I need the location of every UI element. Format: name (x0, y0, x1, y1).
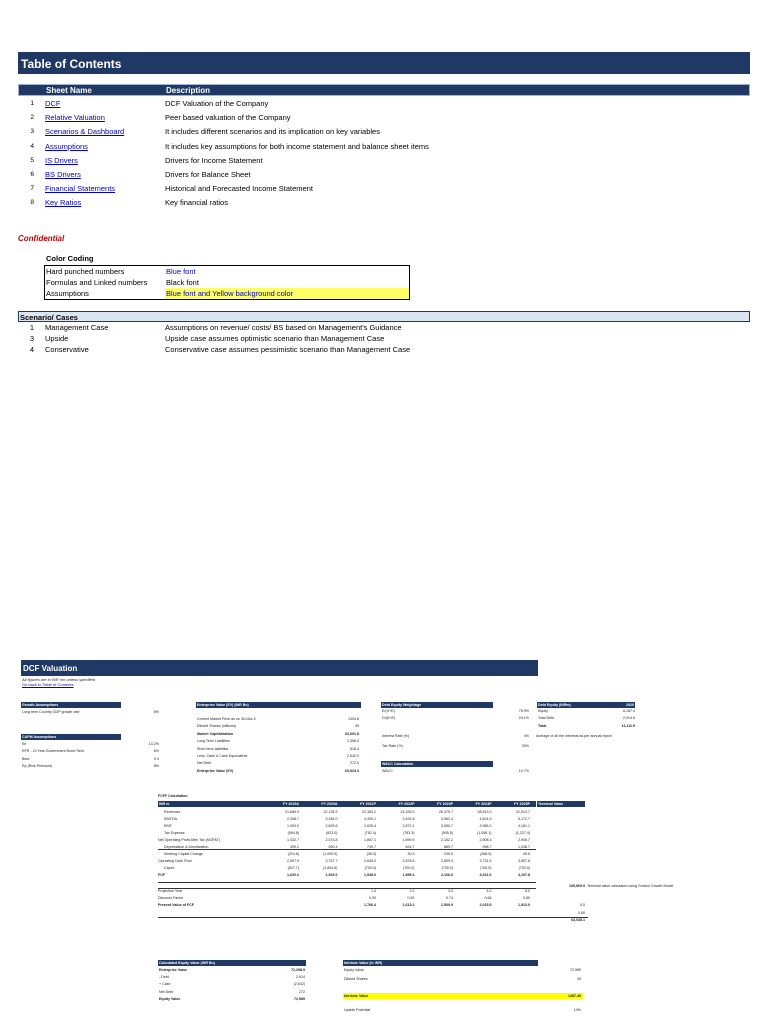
row-label: Ke (22, 742, 27, 746)
fcff-cell: 0.60 (523, 896, 530, 900)
fcff-year: FY 2024P (475, 801, 492, 806)
sheet-description: Peer based valuation of the Company (165, 113, 291, 123)
row-value: 72,989 (294, 996, 305, 1001)
scenario-description: Conservative case assumes pessimistic scenario than Management Case (165, 345, 411, 354)
sheet-link[interactable]: IS Drivers (45, 155, 78, 165)
fcff-cell: 1,945.0 (364, 873, 376, 877)
scenario-name: Upside (45, 334, 69, 343)
row-value: 518.4 (350, 746, 359, 751)
toc-row (18, 155, 750, 167)
fcff-cell: 22,383.2 (362, 810, 376, 814)
color-coding-label: Assumptions (46, 289, 89, 298)
fcff-cell: 3,491.8 (402, 817, 415, 821)
sheet-description: DCF Valuation of the Company (165, 99, 269, 108)
fcff-cell: 24,333.0 (400, 810, 415, 814)
row-label: Net Debt (197, 761, 212, 766)
scenario-row (18, 322, 750, 333)
color-coding-title: Color Coding (46, 254, 94, 263)
back-to-toc-link[interactable]: Go back to Table of Contents (22, 682, 74, 687)
sheet-description: It includes different scenarios and its implication on key variables (165, 127, 380, 137)
fcff-cell: 0.66 (484, 896, 492, 900)
fcff-cell: (762.4) (364, 831, 376, 835)
row-label: Interest Rate (%) (382, 734, 410, 738)
fcff-cell: (594.8) (287, 831, 299, 835)
fcff-cell: 4.0 (486, 889, 492, 893)
toc-row (18, 112, 750, 124)
row-label: Rp (Risk Premium) (22, 764, 53, 769)
fcff-cell: 21,689.9 (285, 810, 299, 814)
row-value: 11,111.9 (621, 723, 635, 728)
equity-value-header: Calculated Equity Value (INR Bn) (158, 960, 306, 966)
toc-row-number: 3 (30, 128, 34, 136)
fcff-cell: 3,757.7 (325, 859, 338, 863)
scenario-description: Upside case assumes optimistic scenario than Management Case (165, 334, 385, 343)
row-label: Upside Potential (344, 1008, 371, 1012)
sheet-link[interactable]: Key Ratios (45, 198, 82, 208)
fcff-row-label: Projection Year (158, 889, 183, 893)
row-label: + Cash (159, 982, 171, 987)
fcff-cell: 2,693.6 (325, 824, 338, 828)
row-value: 63,924.3 (345, 768, 359, 773)
fcff-cell: 2,809.3 (441, 859, 453, 863)
fcff-cell: 31,914.7 (516, 810, 530, 814)
fcff-cell: 2,106.0 (441, 873, 453, 877)
row-label: Diluted Shares (344, 977, 368, 981)
row-label: E/(D+E) (382, 709, 395, 713)
dcf-title: DCF Valuation (21, 660, 538, 676)
fcff-cell: 1,913.9 (518, 903, 530, 907)
toc-row-number: 6 (30, 171, 34, 178)
fcff-cell: 0.82 (407, 896, 415, 900)
fcff-cell: 235.9 (444, 852, 453, 856)
row-label: Tax Rate (%) (382, 744, 403, 748)
row-label: Intrinsic Value (344, 994, 369, 998)
toc-row (18, 98, 750, 110)
toc-row-number: 4 (30, 142, 34, 150)
fcff-cell: 3,031.6 (479, 873, 492, 877)
scenario-row (18, 333, 750, 344)
row-label: Market Capitalisation (197, 731, 234, 736)
scenario-row (18, 344, 750, 355)
row-value: 63,691.8 (345, 731, 359, 736)
fcff-cell: 749.7 (367, 845, 376, 849)
scenario-description: Assumptions on revenue/ costs/ BS based on Management's Guidance (165, 323, 402, 332)
row-label: Equity Value (344, 968, 364, 972)
row-value: 272.5 (350, 761, 359, 766)
toc-row (18, 183, 750, 195)
growth-label: Long term Country GDP growth rate (22, 710, 80, 714)
fcff-year: FY 2019A (282, 801, 299, 806)
fcff-cell: 0.90 (369, 896, 376, 900)
confidential-label: Confidential (18, 234, 65, 243)
fcff-cell: (700.0) (403, 866, 415, 870)
terminal-discount-factor: 0.60 (578, 911, 585, 915)
scenario-number: 3 (29, 334, 34, 343)
fcff-cell: (905.5) (441, 831, 453, 835)
fcff-cell: 1,613.2 (402, 903, 415, 907)
fcff-cell: 1,620.2 (287, 873, 299, 877)
row-label: Current Market Price as on 30-Nov-2 (197, 717, 256, 721)
fcff-cell: 2,073.8 (325, 838, 338, 842)
intrinsic-value-header: Intrinsic Value (in INR) (343, 960, 538, 966)
fcff-row-label: EBITDA (164, 817, 177, 821)
capm-header: CAPM Assumptions (21, 734, 121, 740)
fcff-row-label: EBIT (164, 824, 172, 828)
sheet-link[interactable]: BS Drivers (45, 170, 81, 179)
sheet-link[interactable]: Scenarios & Dashboard (45, 127, 125, 137)
fcff-cell: 1,923.0 (325, 873, 338, 877)
fcff-cell: 2,872.1 (402, 824, 415, 828)
fcff-cell: 998.7 (482, 845, 492, 849)
row-label: D/(D+E) (382, 716, 396, 721)
dcf-note: All figures are in INR mn unless specified (22, 677, 95, 682)
toc-row (18, 169, 750, 181)
sheet-description: Historical and Forecasted Income Statement (165, 184, 313, 194)
fcff-cell: 1,432.7 (287, 838, 299, 842)
fcff-cell: 3.0 (448, 889, 453, 893)
row-label: Equity Value (159, 996, 181, 1001)
description-header: Description (166, 86, 211, 95)
dcf-valuation-sheet (21, 660, 751, 1020)
row-value: 2,396.0 (347, 739, 359, 744)
interest-note: Average of all the interests as per annual report (536, 734, 612, 738)
terminal-projection-year: 5.0 (580, 903, 585, 907)
fcff-cell: 1,959.4 (402, 873, 415, 877)
debt-equity-year: 2020 (626, 703, 634, 707)
fcff-cell: 3,197.8 (518, 873, 530, 877)
fcff-cell: (700.0) (480, 866, 492, 870)
row-value: 2,642.0 (347, 754, 359, 758)
wacc-header: WACC Calculation (381, 761, 493, 767)
sheet-link[interactable]: Relative Valuation (45, 113, 105, 123)
fcff-cell: 1,899.9 (402, 838, 415, 842)
row-value: 13.2% (148, 742, 159, 746)
rule (158, 888, 536, 889)
fcff-row-label: Tax Expense (164, 831, 185, 835)
rule (158, 882, 536, 883)
row-label: Total (538, 723, 547, 728)
fcff-cell: 3,050.7 (441, 824, 453, 828)
toc-row (18, 197, 750, 209)
scenario-name: Management Case (45, 323, 109, 332)
fcff-cell: 2,625.4 (364, 824, 376, 828)
debt-equity-title: Debt Equity (INRm) (538, 703, 571, 707)
fcff-cell: 590.4 (328, 845, 338, 849)
fcff-cell: (1,227.4) (515, 831, 530, 835)
fcff-cell: (1,058.1) (477, 831, 492, 835)
rule (158, 849, 536, 850)
fcff-row-label: Operating Cash Flow (158, 859, 192, 863)
toc-row-number: 7 (30, 185, 34, 193)
fcff-cell: 28,613.3 (477, 810, 492, 814)
toc-title: Table of Contents (18, 52, 750, 74)
fcff-cell: 2,015.5 (479, 903, 492, 907)
fcff-year: FY 2022P (398, 801, 415, 806)
sheet-link[interactable]: Financial Statements (45, 184, 116, 194)
toc-row-number: 1 (30, 100, 34, 107)
fcff-cell: (1,090.9) (323, 852, 338, 856)
toc-row-number: 5 (30, 156, 34, 164)
toc-row-number: 2 (30, 114, 34, 122)
color-coding-value: Black font (166, 278, 199, 287)
row-value: 1487.40 (568, 994, 581, 998)
fcff-row-label: Present Value of FCF (158, 903, 194, 907)
fcff-cell: 4,181.1 (518, 824, 530, 828)
color-coding-value: Blue font (166, 267, 196, 276)
fcff-cell: (224.6) (287, 852, 299, 856)
fcff-cell: 1,993.5 (287, 824, 299, 828)
fcff-cell: 2,152.2 (441, 838, 453, 842)
row-value: 4% (523, 734, 529, 738)
row-label: Net Debt (159, 989, 174, 994)
fcff-cell: (700.0) (364, 866, 376, 870)
row-label: Less: Cash & Cash Equivalents (197, 754, 248, 758)
row-label: Beta (22, 756, 30, 761)
row-value: 6% (153, 749, 159, 754)
terminal-value-header: Terminal Value (537, 801, 585, 807)
row-value: 2,914.5 (623, 716, 635, 721)
row-label: Enterprise Value (159, 968, 188, 972)
fcff-cell: (1,834.6) (323, 866, 338, 870)
fcff-row-label: Working Capital Change (164, 852, 203, 856)
fcff-cell: 399.2 (290, 845, 299, 849)
row-value: 49 (355, 724, 359, 729)
color-coding-row (45, 266, 409, 277)
wacc-label: WACC (382, 769, 393, 773)
toc-row (18, 126, 750, 138)
row-label: Short term liabilities (197, 746, 229, 751)
fcff-cell: 5.0 (525, 889, 530, 893)
fcff-cell: (783.3) (403, 831, 415, 835)
fcff-cell: 30.3 (407, 852, 415, 856)
row-label: Equity (538, 709, 548, 713)
row-value: 2,914 (296, 975, 305, 980)
fcff-row-label: Depreciation & Amortization (164, 845, 209, 849)
fcff-cell: (268.5) (480, 852, 492, 856)
sheet-description: Key financial ratios (165, 198, 228, 208)
color-coding-value: Blue font and Yellow background color (165, 288, 409, 299)
fcff-cell: 4,624.9 (479, 817, 492, 821)
row-value: 72,989 (570, 968, 581, 972)
scenario-name: Conservative (45, 345, 89, 354)
fcff-cell: 3,284.0 (325, 817, 338, 821)
row-value: 0.9 (154, 756, 159, 761)
fcff-cell: (730.0) (441, 866, 453, 870)
fcff-title: FCFF Calculation (158, 794, 188, 798)
fcff-cell: 1,857.1 (364, 838, 376, 842)
row-label: Total Debt (538, 716, 555, 721)
fcff-cell: 3,731.5 (479, 859, 492, 863)
fcff-cell: 824.7 (405, 845, 415, 849)
fcff-cell: 2.0 (409, 889, 415, 893)
row-value: 8,187.4 (623, 709, 635, 713)
scenario-cases-header: Scenario/ Cases (18, 311, 750, 322)
sheet-description: Drivers for Income Statement (165, 155, 263, 165)
row-value: 272 (299, 989, 305, 994)
fcff-cell: 3,309.1 (364, 817, 376, 821)
fcff-cell: 22,135.9 (323, 810, 338, 814)
fcff-cell: 2,908.3 (479, 838, 492, 842)
fcff-cell: (38.3) (366, 852, 376, 856)
sheet-description: It includes key assumptions for both income statement and balance sheet items (165, 141, 429, 151)
fcff-cell: 1.0 (371, 889, 376, 893)
toc-row (18, 141, 750, 153)
sheet-name-header: Sheet Name (46, 86, 92, 95)
row-label: Diluted Shares (millions) (197, 724, 236, 729)
fcff-year: FY 2020A (321, 801, 338, 806)
fcff-cell: 3,897.8 (518, 859, 530, 863)
fcff-cell: 3,985.3 (479, 824, 492, 828)
fcff-cell: 1,766.4 (364, 903, 376, 907)
color-coding-row (45, 288, 409, 299)
intrinsic-value-highlight (343, 993, 583, 999)
wacc-value: 10.7% (518, 769, 529, 773)
sheet-link[interactable]: DCF (45, 99, 61, 108)
sheet-description: Drivers for Balance Sheet (165, 170, 251, 179)
fcff-unit: INR m (159, 802, 170, 806)
rule (158, 917, 588, 918)
fcff-year: FY 2021P (360, 801, 376, 806)
fcff-cell: 49.5 (523, 852, 530, 856)
fcff-cell: 2,398.7 (287, 817, 299, 821)
row-value: 1304.8 (348, 717, 359, 721)
debt-equity-header (537, 702, 635, 708)
toc-row-number: 8 (30, 199, 34, 207)
fcff-cell: 2,645.0 (364, 859, 376, 863)
row-value: 24.1% (518, 716, 529, 721)
fcff-cell: 1,509.9 (441, 903, 453, 907)
terminal-present-value: 63,038.1 (571, 918, 585, 922)
fcff-cell: 2,507.9 (287, 859, 299, 863)
terminal-value-note: Terminal value calculated using Gordon Growth Model (587, 884, 674, 888)
row-value: (2,642) (293, 982, 305, 987)
terminal-value-fcf: 109,969.9 (569, 884, 585, 888)
color-coding-label: Hard punched numbers (46, 267, 125, 276)
fcff-cell: 889.7 (444, 845, 453, 849)
fcff-year: FY 2025P (514, 801, 530, 806)
fcff-row-label: Net Operating Profit After Tax (NOPAT) (158, 838, 220, 842)
scenario-number: 4 (29, 345, 34, 354)
color-coding-table (44, 265, 410, 300)
fcff-row-label: Revenues (164, 810, 181, 814)
color-coding-row (45, 277, 409, 288)
fcff-cell: 2,878.6 (402, 859, 415, 863)
fcff-year: FY 2023P (437, 801, 453, 806)
fcff-row-label: Capex (164, 866, 175, 870)
toc-header-row (18, 84, 750, 96)
row-value: 75.9% (518, 709, 529, 713)
fcff-cell: 0.74 (446, 896, 453, 900)
row-value: 72,298.9 (291, 968, 305, 972)
fcff-cell: 2,908.7 (518, 838, 530, 842)
fcff-row-label: Discount Factor (158, 896, 184, 900)
ev-header: Enterprise Value (EV) (INR Bn) (196, 702, 361, 708)
row-value: 14% (573, 1008, 581, 1012)
fcff-cell: (527.7) (287, 866, 299, 870)
row-value: 30% (521, 744, 529, 748)
fcff-row-label: FCF (158, 873, 165, 877)
sheet-link[interactable]: Assumptions (45, 141, 88, 151)
fcff-cell: 3,962.4 (441, 817, 453, 821)
row-value: 49 (577, 977, 581, 981)
fcff-cell: (823.0) (326, 831, 338, 835)
row-label: - Debt (159, 975, 169, 980)
scenario-number: 1 (29, 323, 34, 332)
growth-value: 8% (153, 710, 159, 714)
debt-equity-weightage-header: Debt Equity Weightage (381, 702, 493, 708)
color-coding-label: Formulas and Linked numbers (46, 278, 148, 287)
fcff-cell: 1,038.7 (518, 845, 530, 849)
fcff-cell: (700.0) (518, 866, 530, 870)
growth-assumptions-header: Growth Assumptions (21, 702, 121, 708)
fcff-cell: 5,172.7 (518, 817, 530, 821)
row-label: Long Term Liabilities (197, 739, 230, 744)
row-label: RFR - 10 Year Government Bond Yield (22, 749, 84, 754)
row-label: Enterprise Value (EV) (197, 768, 234, 773)
row-value: 8% (153, 764, 159, 769)
fcff-cell: 26,375.7 (439, 810, 453, 814)
